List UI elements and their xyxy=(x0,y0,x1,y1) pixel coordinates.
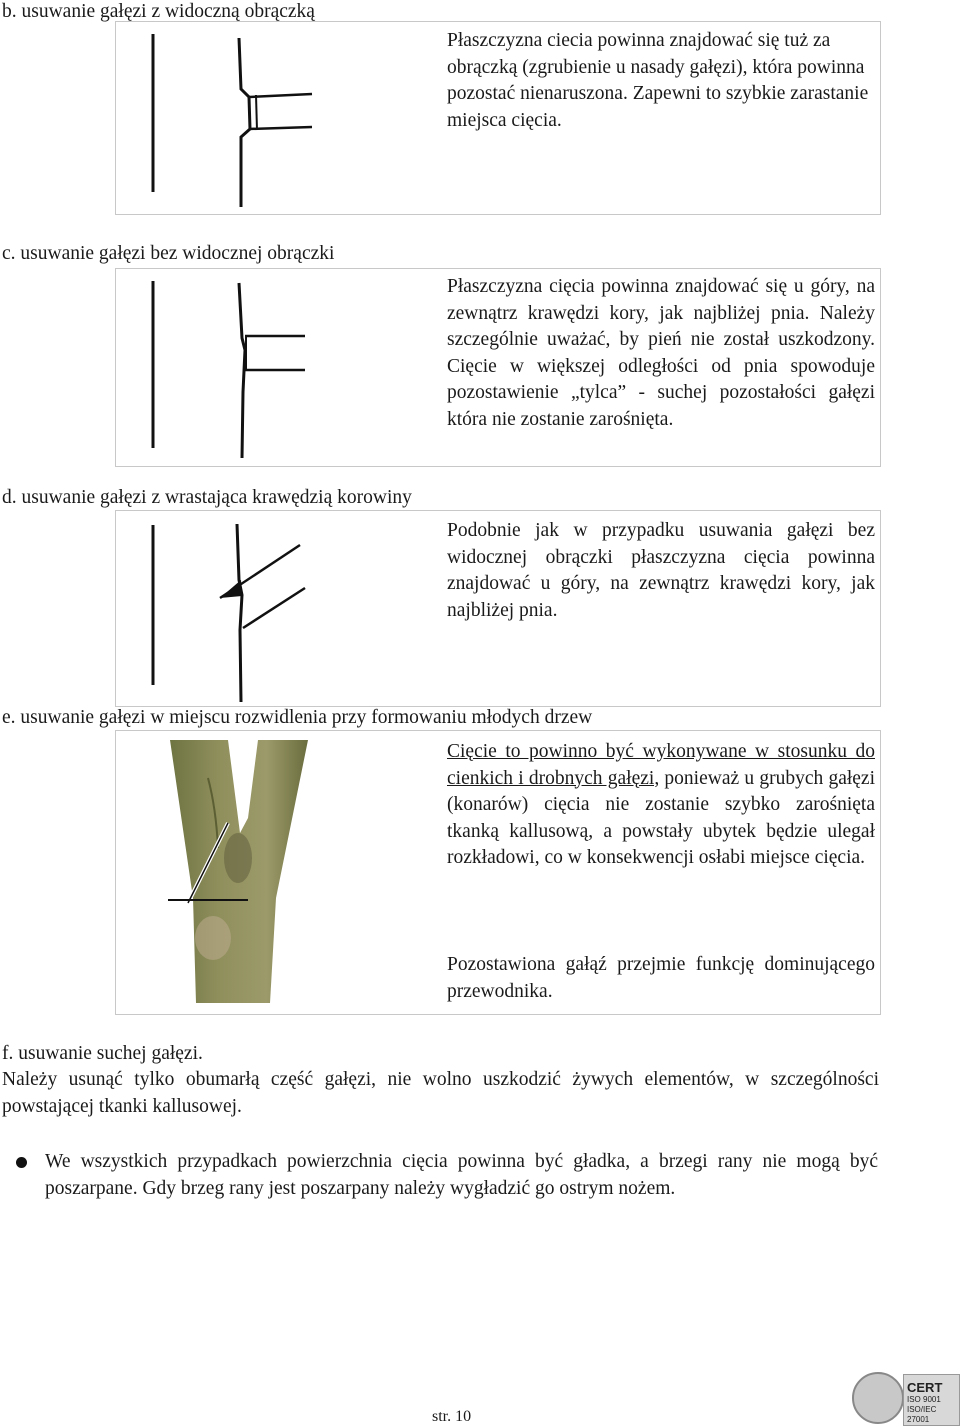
badge-iso-27001: ISO/IEC 27001 xyxy=(907,1405,937,1424)
section-e-text-rest: ponieważ u grubych gałęzi (konarów) cięcia nie zostanie szybko zarośnięta tkanką kallusową, a powstały ubytek będzie ulegał rozkładowi, co w konsekwencji osłabi miejsce cięcia. xyxy=(447,767,875,868)
section-b-text: Płaszczyzna ciecia powinna znajdować się tuż za obrączką (zgrubienie u nasady gałęzi), która powinna pozostać nienaruszona. Zapewni to szybkie zarastanie miejsca cięcia. xyxy=(447,30,869,131)
section-b-heading: b. usuwanie gałęzi z widoczną obrączką xyxy=(2,1,315,22)
section-d-heading: d. usuwanie gałęzi z wrastająca krawędzią korowiny xyxy=(2,487,412,508)
certification-seal-icon xyxy=(852,1372,904,1424)
section-f-heading: f. usuwanie suchej gałęzi. xyxy=(2,1043,203,1064)
section-e-text2: Pozostawiona gałąź przejmie funkcję dominującego przewodnika. xyxy=(447,954,875,1002)
section-e-text-underlined: Cięcie to powinno być wykonywane w stosunku do cienkich i drobnych gałęzi, xyxy=(447,741,875,789)
bullet-text: We wszystkich przypadkach powierzchnia cięcia powinna być gładka, a brzegi rany nie mogą być poszarpane. Gdy brzeg rany jest poszarpany należy wygładzić go ostrym nożem. xyxy=(45,1151,878,1199)
section-d-text: Podobnie jak w przypadku usuwania gałęzi bez widocznej obrączki płaszczyzna cięcia powinna znajdować u góry, na zewnątrz krawędzi kory, jak najbliżej pnia. xyxy=(447,520,875,621)
section-e-heading: e. usuwanie gałęzi w miejscu rozwidlenia przy formowaniu młodych drzew xyxy=(2,707,593,728)
section-e-text xyxy=(447,739,875,872)
page-number: str. 10 xyxy=(432,1408,472,1425)
no-collar-sketch xyxy=(115,268,445,468)
section-c-heading: c. usuwanie gałęzi bez widocznej obrączki xyxy=(2,243,335,264)
bark-inclusion-sketch xyxy=(115,510,445,710)
branch-collar-sketch xyxy=(115,21,445,213)
section-f-text: Należy usunąć tylko obumarłą część gałęzi, nie wolno uszkodzić żywych elementów, w szczególności powstającej tkanki kallusowej. xyxy=(2,1069,879,1117)
badge-cert-label: CERT xyxy=(907,1380,943,1395)
badge-iso-9001: ISO 9001 xyxy=(907,1395,941,1404)
bullet-icon xyxy=(16,1157,27,1168)
section-c-text: Płaszczyzna cięcia powinna znajdować się u góry, na zewnątrz krawędzi kory, jak najbliżej pnia. Należy szczególnie uważać, by pień nie został uszkodzony. Cięcie w większej odległości od pnia spowoduje pozostawienie „tylca” - suchej pozostałości gałęzi która nie zostanie zarośnięta. xyxy=(447,276,875,430)
fork-photo xyxy=(168,738,313,1006)
badge-panel xyxy=(903,1374,960,1426)
certification-badge xyxy=(850,1370,960,1427)
